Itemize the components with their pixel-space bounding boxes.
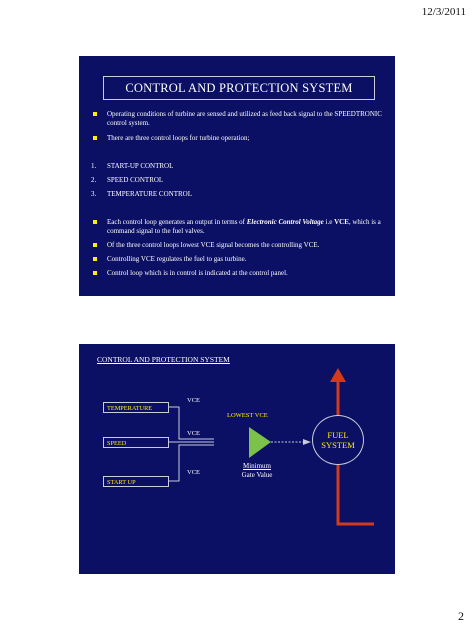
arrowhead-icon — [303, 439, 311, 445]
slide2-title: CONTROL AND PROTECTION SYSTEM — [97, 355, 230, 364]
list-item-temperature: TEMPERATURE CONTROL — [107, 190, 192, 198]
vce-label-speed: VCE — [187, 430, 200, 437]
fuel-return-line — [338, 465, 374, 524]
lowest-vce-label: LOWEST VCE — [227, 412, 268, 419]
bullet-icon — [93, 243, 97, 247]
bullet-regulates-fuel: Controlling VCE regulates the fuel to gas turbine. — [107, 255, 247, 263]
input-box-speed: SPEED — [103, 437, 169, 448]
min-gate-label-line1: Minimum — [242, 462, 271, 470]
bullet-control-panel: Control loop which is in control is indicated at the control panel. — [107, 269, 288, 277]
min-gate-symbol — [249, 427, 271, 458]
bullet-ecv: Each control loop generates an output in terms of Electronic Control Voltage i.e VCE, which is a command signal to the fuel valves. — [107, 218, 381, 235]
list-number: 1. — [91, 162, 97, 170]
fuel-output-arrowhead-icon — [330, 368, 346, 382]
bullet-icon — [93, 220, 97, 224]
slide-control-diagram — [79, 344, 395, 574]
min-gate-label-line2: Gate Value — [241, 471, 273, 479]
input-box-startup: START UP — [103, 476, 169, 487]
bullet-three-loops: There are three control loops for turbine operation; — [107, 134, 250, 142]
input-box-temperature: TEMPERATURE — [103, 402, 169, 413]
bullet-feedback: Operating conditions of turbine are sensed and utilized as feed back signal to the SPEEDTRONIC control system. — [107, 110, 382, 127]
page-number: 2 — [458, 609, 464, 623]
bullet-icon — [93, 271, 97, 275]
page-date: 12/3/2011 — [421, 6, 466, 18]
fuel-system-circle — [312, 415, 364, 465]
bullet-icon — [93, 257, 97, 261]
min-gate-label — [227, 462, 287, 480]
slide-control-overview — [79, 56, 395, 296]
vce-label-startup: VCE — [187, 469, 200, 476]
list-item-startup: START-UP CONTROL — [107, 162, 174, 170]
bullet-icon — [93, 136, 97, 140]
vce-label-temperature: VCE — [187, 397, 200, 404]
list-number: 3. — [91, 190, 97, 198]
list-number: 2. — [91, 176, 97, 184]
bullet-icon — [93, 112, 97, 116]
bullet-lowest-vce: Of the three control loops lowest VCE signal becomes the controlling VCE. — [107, 241, 320, 249]
fuel-label-line1: FUEL — [327, 430, 349, 440]
fuel-label-line2: SYSTEM — [321, 440, 355, 450]
slide1-title: CONTROL AND PROTECTION SYSTEM — [103, 76, 375, 100]
list-item-speed: SPEED CONTROL — [107, 176, 164, 184]
